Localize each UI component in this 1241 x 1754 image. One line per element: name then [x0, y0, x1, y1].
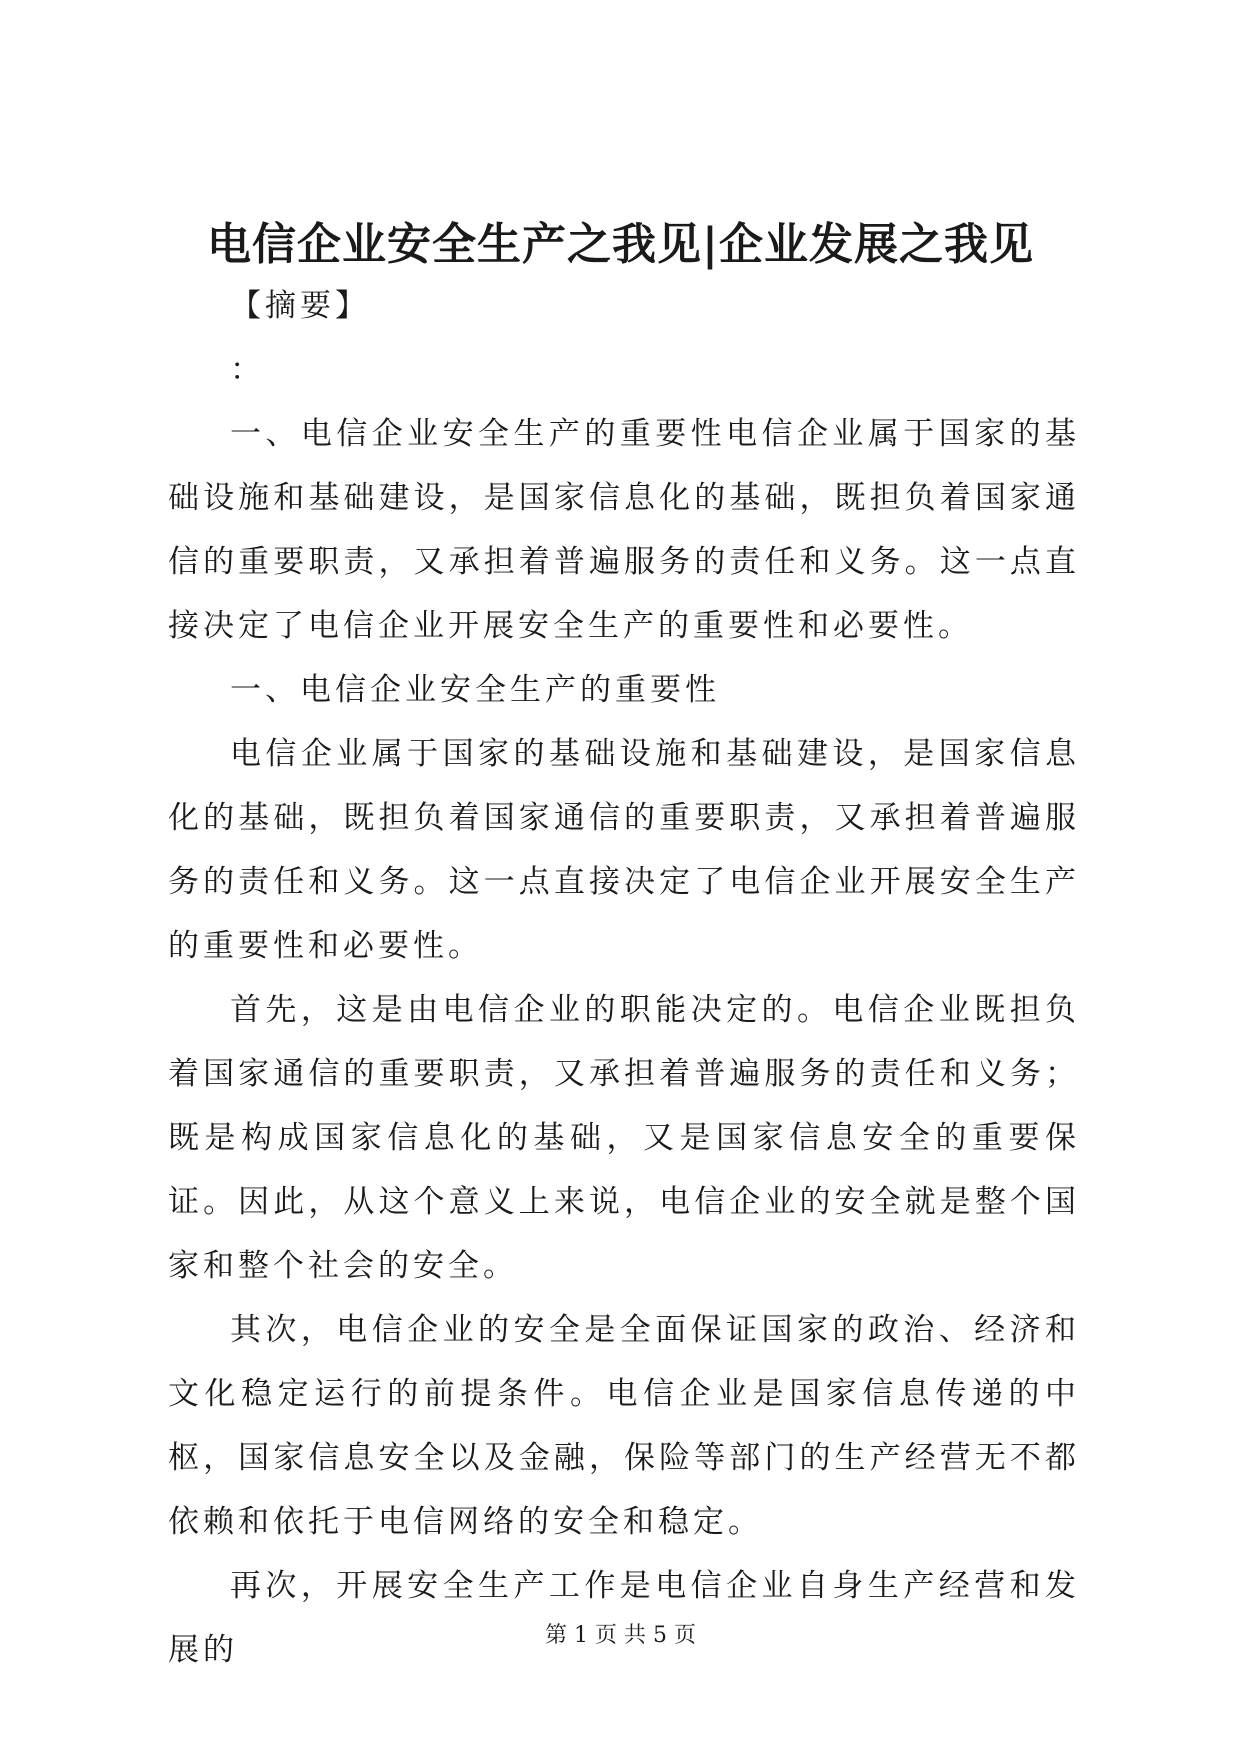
paragraph: 其次，电信企业的安全是全面保证国家的政治、经济和文化稳定运行的前提条件。电信企业是国家信息传递的中枢，国家信息安全以及金融，保险等部门的生产经营无不都依赖和依托于电信网络的安全和稳定。	[168, 1312, 1080, 1540]
document-title: 电信企业安全生产之我见|企业发展之我见	[206, 219, 1034, 270]
document-body	[168, 274, 1080, 1682]
paragraph: 一、电信企业安全生产的重要性电信企业属于国家的基础设施和基础建设，是国家信息化的基础，既担负着国家通信的重要职责，又承担着普遍服务的责任和义务。这一点直接决定了电信企业开展安全生产的重要性和必要性。	[168, 416, 1080, 644]
paragraph: 再次，开展安全生产工作是电信企业自身生产经营和发展的	[168, 1568, 1080, 1668]
abstract-heading: 【摘要】	[230, 288, 370, 324]
abstract-colon: ：	[230, 352, 265, 388]
paragraph: 电信企业属于国家的基础设施和基础建设，是国家信息化的基础，既担负着国家通信的重要职责，又承担着普遍服务的责任和义务。这一点直接决定了电信企业开展安全生产的重要性和必要性。	[168, 736, 1080, 964]
page-footer: 第 1 页 共 5 页	[545, 1623, 696, 1648]
paragraph: 首先，这是由电信企业的职能决定的。电信企业既担负着国家通信的重要职责，又承担着普遍服务的责任和义务；既是构成国家信息化的基础，又是国家信息安全的重要保证。因此，从这个意义上来说，电信企业的安全就是整个国家和整个社会的安全。	[168, 992, 1080, 1284]
section-heading: 一、电信企业安全生产的重要性	[230, 672, 720, 708]
